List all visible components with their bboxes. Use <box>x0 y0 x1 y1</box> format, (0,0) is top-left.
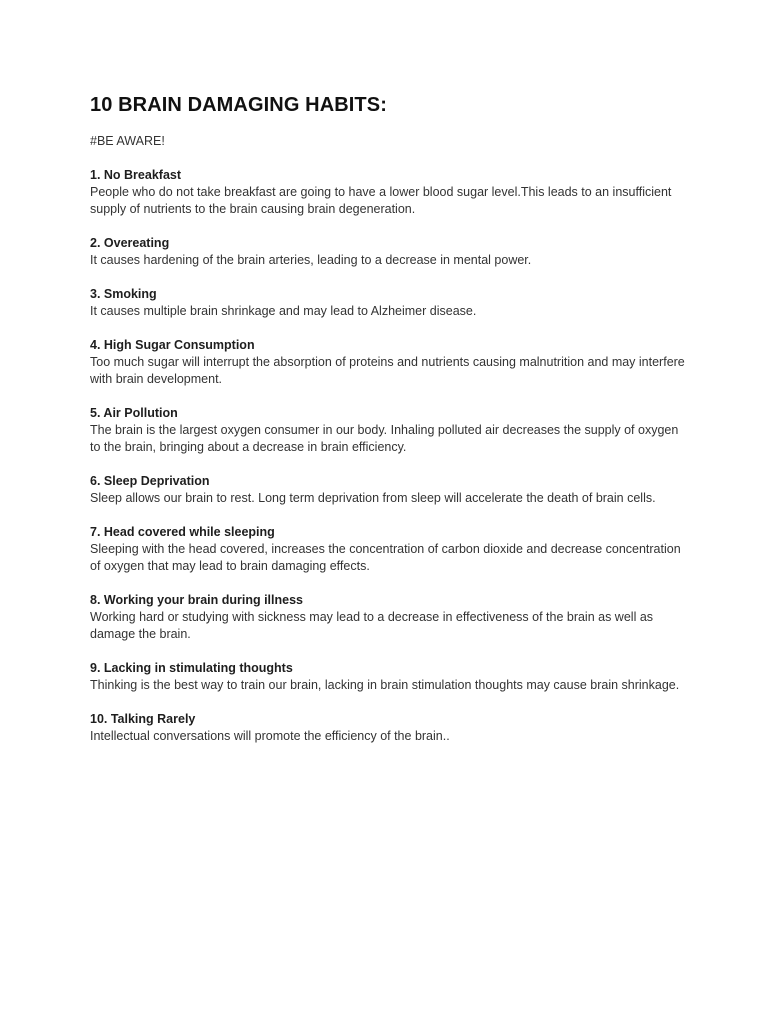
habit-description: Sleeping with the head covered, increases the concentration of carbon dioxide and decrease concentration of oxygen that may lead to brain damaging effects. <box>90 542 681 573</box>
habit-description: Sleep allows our brain to rest. Long term deprivation from sleep will accelerate the death of brain cells. <box>90 491 656 505</box>
habit-description: Thinking is the best way to train our brain, lacking in brain stimulation thoughts may cause brain shrinkage. <box>90 678 680 692</box>
habit-description: Intellectual conversations will promote the efficiency of the brain.. <box>90 729 450 743</box>
document-page <box>90 90 690 762</box>
habit-item <box>90 473 690 507</box>
habit-title: 1. No Breakfast <box>90 168 182 182</box>
habit-list <box>90 167 690 745</box>
habit-description: The brain is the largest oxygen consumer in our body. Inhaling polluted air decreases the supply of oxygen to the brain, bringing about a decrease in brain efficiency. <box>90 423 679 454</box>
habit-title: 4. High Sugar Consumption <box>90 338 255 352</box>
habit-title: 5. Air Pollution <box>90 406 178 420</box>
habit-item <box>90 524 690 575</box>
habit-title: 6. Sleep Deprivation <box>90 474 210 488</box>
habit-description: Too much sugar will interrupt the absorption of proteins and nutrients causing malnutrition and may interfere with brain development. <box>90 355 685 386</box>
habit-title: 7. Head covered while sleeping <box>90 525 275 539</box>
habit-item <box>90 711 690 745</box>
habit-description: Working hard or studying with sickness may lead to a decrease in effectiveness of the brain as well as damage the brain. <box>90 610 654 641</box>
habit-title: 3. Smoking <box>90 287 157 301</box>
habit-description: People who do not take breakfast are going to have a lower blood sugar level.This leads to an insufficient supply of nutrients to the brain causing brain degeneration. <box>90 185 672 216</box>
habit-title: 9. Lacking in stimulating thoughts <box>90 661 293 675</box>
habit-item <box>90 405 690 456</box>
habit-item <box>90 337 690 388</box>
tagline: #BE AWARE! <box>90 134 165 148</box>
habit-item <box>90 286 690 320</box>
page-title: 10 BRAIN DAMAGING HABITS: <box>90 94 387 116</box>
habit-description: It causes multiple brain shrinkage and may lead to Alzheimer disease. <box>90 304 477 318</box>
habit-item <box>90 235 690 269</box>
habit-title: 8. Working your brain during illness <box>90 593 303 607</box>
habit-item <box>90 592 690 643</box>
habit-title: 10. Talking Rarely <box>90 712 196 726</box>
habit-title: 2. Overeating <box>90 236 170 250</box>
habit-item <box>90 167 690 218</box>
habit-description: It causes hardening of the brain arteries, leading to a decrease in mental power. <box>90 253 532 267</box>
habit-item <box>90 660 690 694</box>
